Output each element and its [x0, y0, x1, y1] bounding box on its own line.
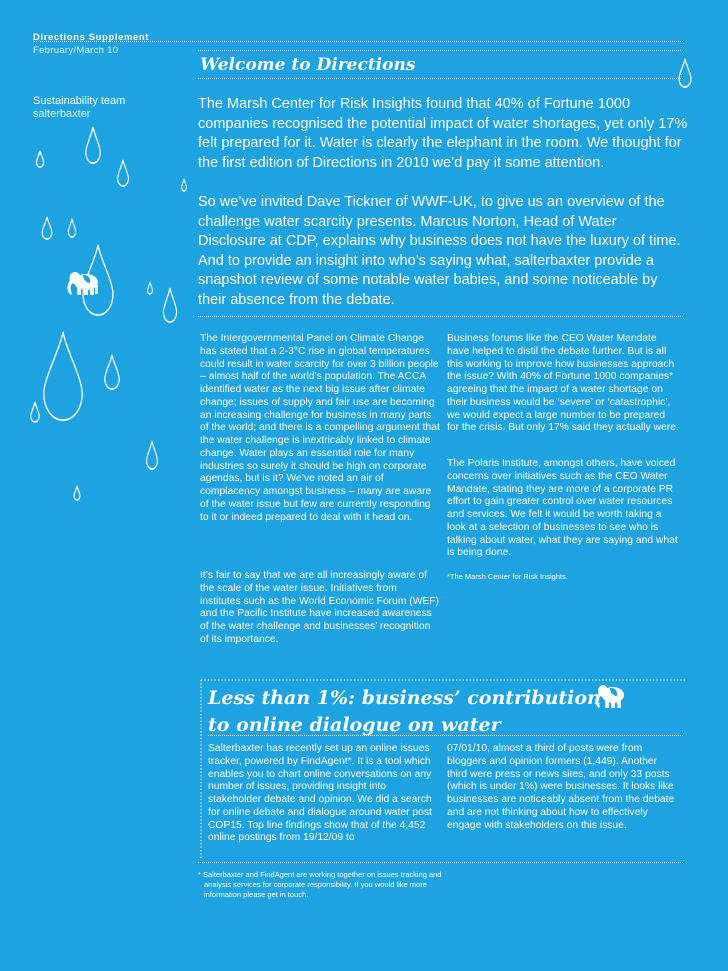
page-title: Welcome to Directions	[200, 55, 416, 75]
feature-title-rule	[208, 735, 683, 736]
team-label: Sustainability team	[33, 95, 126, 107]
water-drop-icon	[105, 355, 119, 389]
water-drop-icon	[147, 441, 158, 469]
body-left-paragraph-2: It’s fair to say that we are all increasingly aware of the scale of the water issue. Initiatives from institutes such as the World Economic Forum (WEF) and the Pacific Institute have increased awareness of the water challenge and businesses’ recognition of its importance.	[200, 570, 439, 645]
water-drop-icon	[68, 219, 75, 237]
feature-title-line-1: Less than 1%: business’ contribution	[208, 687, 601, 709]
body-right-paragraph-2: The Polaris Institute, amongst others, have voiced concerns over initiatives such as the CEO Water Mandate, stating they are more of a corporate PR effort to gain greater control over water resources and services. We felt it would be worth taking a look at a selection of businesses to see who is talking about water, what they are saying and what is being done.	[447, 458, 678, 559]
issue-date: February/March 10	[33, 45, 119, 56]
water-drop-icon	[36, 151, 43, 167]
water-drop-icon	[44, 332, 82, 420]
supplement-title: Directions Supplement	[33, 32, 150, 43]
lead-paragraph-2: So we’ve invited Dave Tickner of WWF-UK, to give us an overview of the challenge water scarcity presents. Marcus Norton, Head of Water Disclosure at CDP, explains why business does not have the luxury of time. And to provide an insight into who’s saying what, salterbaxter provide a snapshot review of some notable water babies, and some noticeable by their absence from the debate.	[198, 194, 681, 308]
body-left-paragraph-1: The Intergovernmental Panel on Climate Change has stated that a 2-3°C rise in global temperatures could result in water scarcity for over 3 billion people – almost half of the world’s population. The ACCA identified water as the next big issue after climate change; issues of supply and fair use are becoming an increasing challenge for business in many parts of the world; and there is a compelling argument that the water challenge is inextricably linked to climate change. Water plays an essential role for many industries so surely it should be high on corporate agendas, but is it? We’ve noted an air of complacency amongst business – many are aware of the water issue but few are currently responding to it or indeed prepared to deal with it head on.	[200, 333, 440, 523]
feature-left-text: Salterbaxter has recently set up an online issues tracker, powered by FindAgent*. It is a tool which enables you to chart online conversations on any number of issues, providing insight into stakeholder debate and opinion. We did a search for online debate and dialogue around water post COP15. Top line findings show that of the 4,452 online postings from 19/12/09 to	[208, 743, 432, 844]
lead-paragraph-1: The Marsh Center for Risk Insights found that 40% of Fortune 1000 companies recognised the potential impact of water shortages, yet only 17% felt prepared for it. Water is clearly the elephant in the room. We thought for the first edition of Directions in 2010 we’d pay it some attention.	[198, 96, 688, 171]
agency-label: salterbaxter	[33, 108, 91, 120]
water-drop-icon	[74, 486, 80, 500]
water-drop-icon	[163, 288, 176, 322]
body-right-paragraph-1: Business forums like the CEO Water Mandate have helped to distil the debate further. But is all this working to improve how businesses approach the issue? With 40% of Fortune 1000 companies* agreeing that the impact of a water shortage on their business would be ‘severe’ or ‘catastrophic’, we would expect a large number to be prepared for the crisis. But only 17% said they actually were.	[447, 333, 679, 434]
feature-right-text: 07/01/10, almost a third of posts were from bloggers and opinion formers (1,449). Another third were press or news sites, and only 33 posts (which is under 1%) were businesses. It looks like businesses are noticeably absent from the debate and are not thinking about how to effectively engage with stakeholders on this issue.	[447, 743, 675, 831]
water-drop-icon	[679, 59, 691, 87]
water-drop-icon	[148, 282, 153, 294]
water-drop-icon	[31, 402, 39, 422]
feature-title-line-2: to online dialogue on water	[208, 714, 501, 736]
water-drop-icon	[86, 127, 100, 163]
marsh-footnote: *The Marsh Center for Risk Insights.	[447, 572, 568, 581]
water-drop-icon	[42, 217, 52, 239]
feature-title	[208, 685, 668, 739]
findagent-footnote: * Salterbaxter and FindAgent are working together on issues tracking and analysis services for corporate responsibility. If you would like more information please get in touch.	[198, 870, 442, 899]
water-drop-icon	[118, 160, 129, 186]
water-drop-icon	[182, 179, 187, 191]
